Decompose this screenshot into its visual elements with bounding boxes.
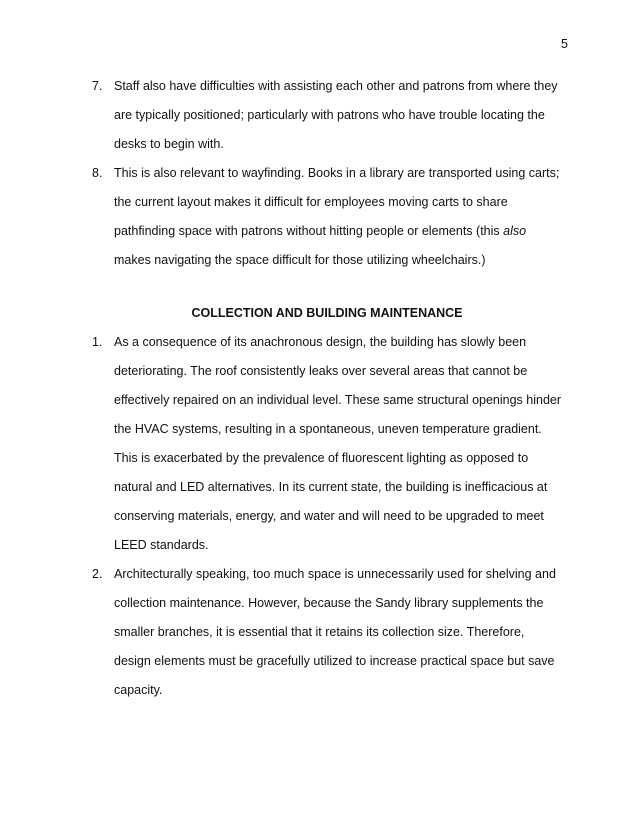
maintenance-list-wrapper	[92, 328, 562, 705]
list-item-number: 2.	[92, 567, 103, 581]
list-item	[92, 159, 562, 275]
section-heading: COLLECTION AND BUILDING MAINTENANCE	[191, 306, 463, 320]
list-item-number: 8.	[92, 166, 103, 180]
list-item-text: Staff also have difficulties with assisting each other and patrons from where they are typically positioned; particularly with patrons who have trouble locating the desks to begin with.	[114, 79, 558, 151]
list-item-text: Architecturally speaking, too much space is unnecessarily used for shelving and collection maintenance. However, because the Sandy library supplements the smaller branches, it is essential that it retains its collection size. Therefore, design elements must be gracefully utilized to increase practical space but save capacity.	[114, 567, 556, 697]
maintenance-list	[92, 328, 562, 705]
list-item-text	[114, 166, 559, 267]
list-item-text-part: This is also relevant to wayfinding. Books in a library are transported using carts; the current layout makes it difficult for employees moving carts to share pathfinding space with patrons without hitting people or elements (this	[114, 166, 560, 238]
staff-issues-list-wrapper	[92, 72, 562, 275]
list-item-text: As a consequence of its anachronous design, the building has slowly been deteriorating. The roof consistently leaks over several areas that cannot be effectively repaired on an individual level. These same structural openings hinder the HVAC systems, resulting in a spontaneous, uneven temperature gradient. This is exacerbated by the prevalence of fluorescent lighting as opposed to natural and LED alternatives. In its current state, the building is inefficacious at conserving materials, energy, and water and will need to be upgraded to meet LEED standards.	[114, 335, 562, 552]
page-number: 5	[561, 37, 568, 51]
emphasis-text: also	[503, 224, 527, 238]
list-item	[92, 328, 562, 560]
list-item-number: 1.	[92, 335, 103, 349]
list-item-number: 7.	[92, 79, 103, 93]
staff-issues-list	[92, 72, 562, 275]
list-item	[92, 560, 562, 705]
list-item	[92, 72, 562, 159]
list-item-text-part: makes navigating the space difficult for those utilizing wheelchairs.)	[114, 253, 486, 267]
